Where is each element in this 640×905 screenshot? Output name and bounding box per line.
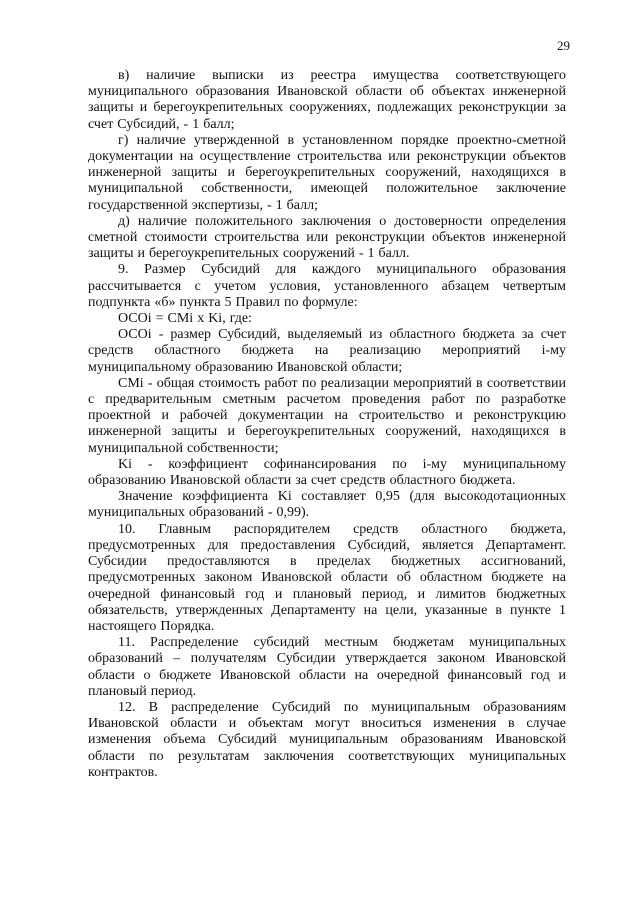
paragraph-item-d: д) наличие положительного заключения о достоверности определения сметной стоимости строительства или реконструкции объектов инженерной защиты и берегоукрепительных сооружений - 1 балл. (88, 213, 566, 262)
document-body (88, 68, 566, 781)
page-number: 29 (557, 38, 570, 53)
paragraph-clause-9: 9. Размер Субсидий для каждого муниципального образования рассчитывается с учетом условия, установленного абзацем четвертым подпункта «б» пункта 5 Правил по формуле: (88, 262, 566, 310)
paragraph-clause-11: 11. Распределение субсидий местным бюджетам муниципальных образований – получателям Субсидии утверждается законом Ивановской области о бюджете Ивановской области на очередной финансовый год и плановый период. (88, 635, 566, 699)
paragraph-clause-12: 12. В распределение Субсидий по муниципальным образованиям Ивановской области и объектам могут вноситься изменения в случае изменения объема Субсидий муниципальным образованиям Ивановской области по результатам заключения соответствующих муниципальных контрактов. (88, 699, 566, 780)
paragraph-definition-k: Ki - коэффициент софинансирования по i-му муниципальному образованию Ивановской области за счет средств областного бюджета. (88, 456, 566, 489)
paragraph-clause-10: 10. Главным распорядителем средств областного бюджета, предусмотренных для предоставления Субсидий, является Департамент. Субсидии предоставляются в пределах бюджетных ассигнований, предусмотренных законом Ивановской области об областном бюджете на очередной финансовый год и плановый период, и лимитов бюджетных обязательств, утвержденных Департаменту на цели, указанные в пункте 1 настоящего Порядка. (88, 521, 566, 634)
paragraph-item-g: г) наличие утвержденной в установленном порядке проектно-сметной документации на осуществление строительства или реконструкции объектов инженерной защиты и берегоукрепительных сооружений, находящихся в муниципальной собственности, имеющей положительное заключение государственной экспертизы, - 1 балл; (88, 132, 566, 213)
paragraph-item-v: в) наличие выписки из реестра имущества соответствующего муниципального образования Ивановской области об объектах инженерной защиты и берегоукрепительных сооружениях, подлежащих реконструкции за счет Субсидий, - 1 балл; (88, 68, 566, 132)
paragraph-definition-cm: CMi - общая стоимость работ по реализации мероприятий в соответствии с предварительным сметным расчетом проведения работ по разработке проектной и рабочей документации на строительство и реконструкцию инженерной защиты и берегоукрепительных сооружений, находящихся в муниципальной собственности; (88, 375, 566, 456)
paragraph-coefficient-value: Значение коэффициента Ki составляет 0,95 (для высокодотационных муниципальных образований - 0,99). (88, 489, 566, 521)
paragraph-definition-oso: ОСОi - размер Субсидий, выделяемый из областного бюджета за счет средств областного бюджета на реализацию мероприятий i-му муниципальному образованию Ивановской области; (88, 327, 566, 375)
paragraph-formula: ОСОi = CMi x Ki, где: (118, 311, 252, 327)
